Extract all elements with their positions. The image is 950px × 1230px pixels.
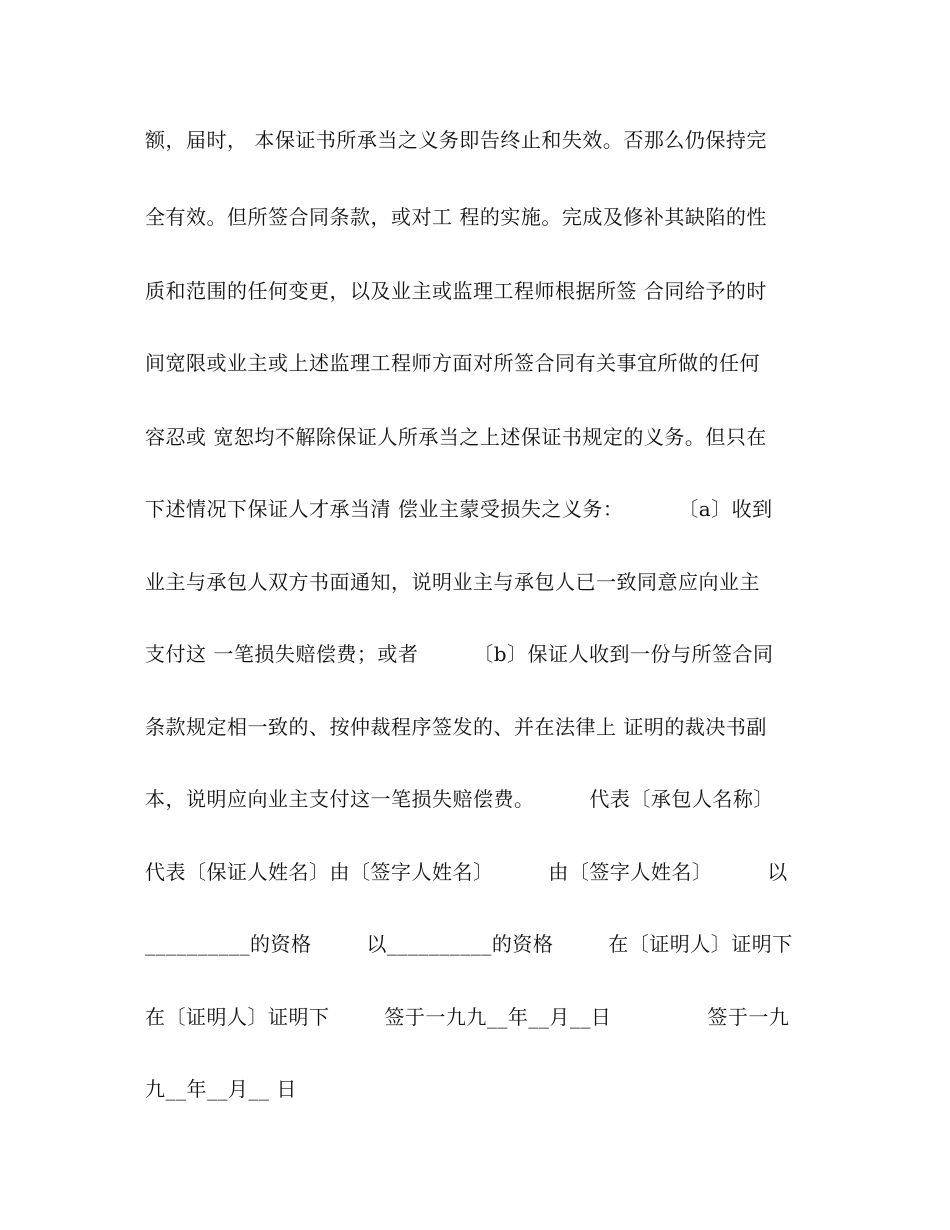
text-line: 支付这 一笔损失赔偿费；或者 〔b〕保证人收到一份与所签合同 bbox=[145, 642, 774, 666]
text-line: 容忍或 宽恕均不解除保证人所承当之上述保证书规定的义务。但只在 bbox=[145, 425, 767, 449]
text-line: 本，说明应向业主支付这一笔损失赔偿费。 代表〔承包人名称〕 bbox=[145, 787, 774, 811]
text-line: 下述情况下保证人才承当清 偿业主蒙受损失之义务： 〔a〕收到 bbox=[145, 497, 773, 521]
text-line: 全有效。但所签合同条款，或对工 程的实施。完成及修补其缺陷的性 bbox=[145, 205, 767, 229]
text-line: 九__年__月__ 日 bbox=[145, 1077, 297, 1101]
text-line: 额，届时， 本保证书所承当之义务即告终止和失效。否那么仍保持完 bbox=[145, 128, 767, 152]
text-line: 代表〔保证人姓名〕由〔签字人姓名〕 由〔签字人姓名〕 以 bbox=[145, 860, 788, 884]
text-line: __________的资格 以__________的资格 在〔证明人〕证明下 bbox=[145, 932, 793, 956]
text-line: 间宽限或业主或上述监理工程师方面对所签合同有关事宜所做的任何 bbox=[145, 351, 760, 375]
text-line: 在〔证明人〕证明下 签于一九九__年__月__日 签于一九 bbox=[145, 1005, 790, 1029]
text-line: 质和范围的任何变更，以及业主或监理工程师根据所签 合同给予的时 bbox=[145, 279, 767, 303]
text-line: 业主与承包人双方书面通知，说明业主与承包人已一致同意应向业主 bbox=[145, 570, 760, 594]
text-line: 条款规定相一致的、按仲裁程序签发的、并在法律上 证明的裁决书副 bbox=[145, 715, 767, 739]
